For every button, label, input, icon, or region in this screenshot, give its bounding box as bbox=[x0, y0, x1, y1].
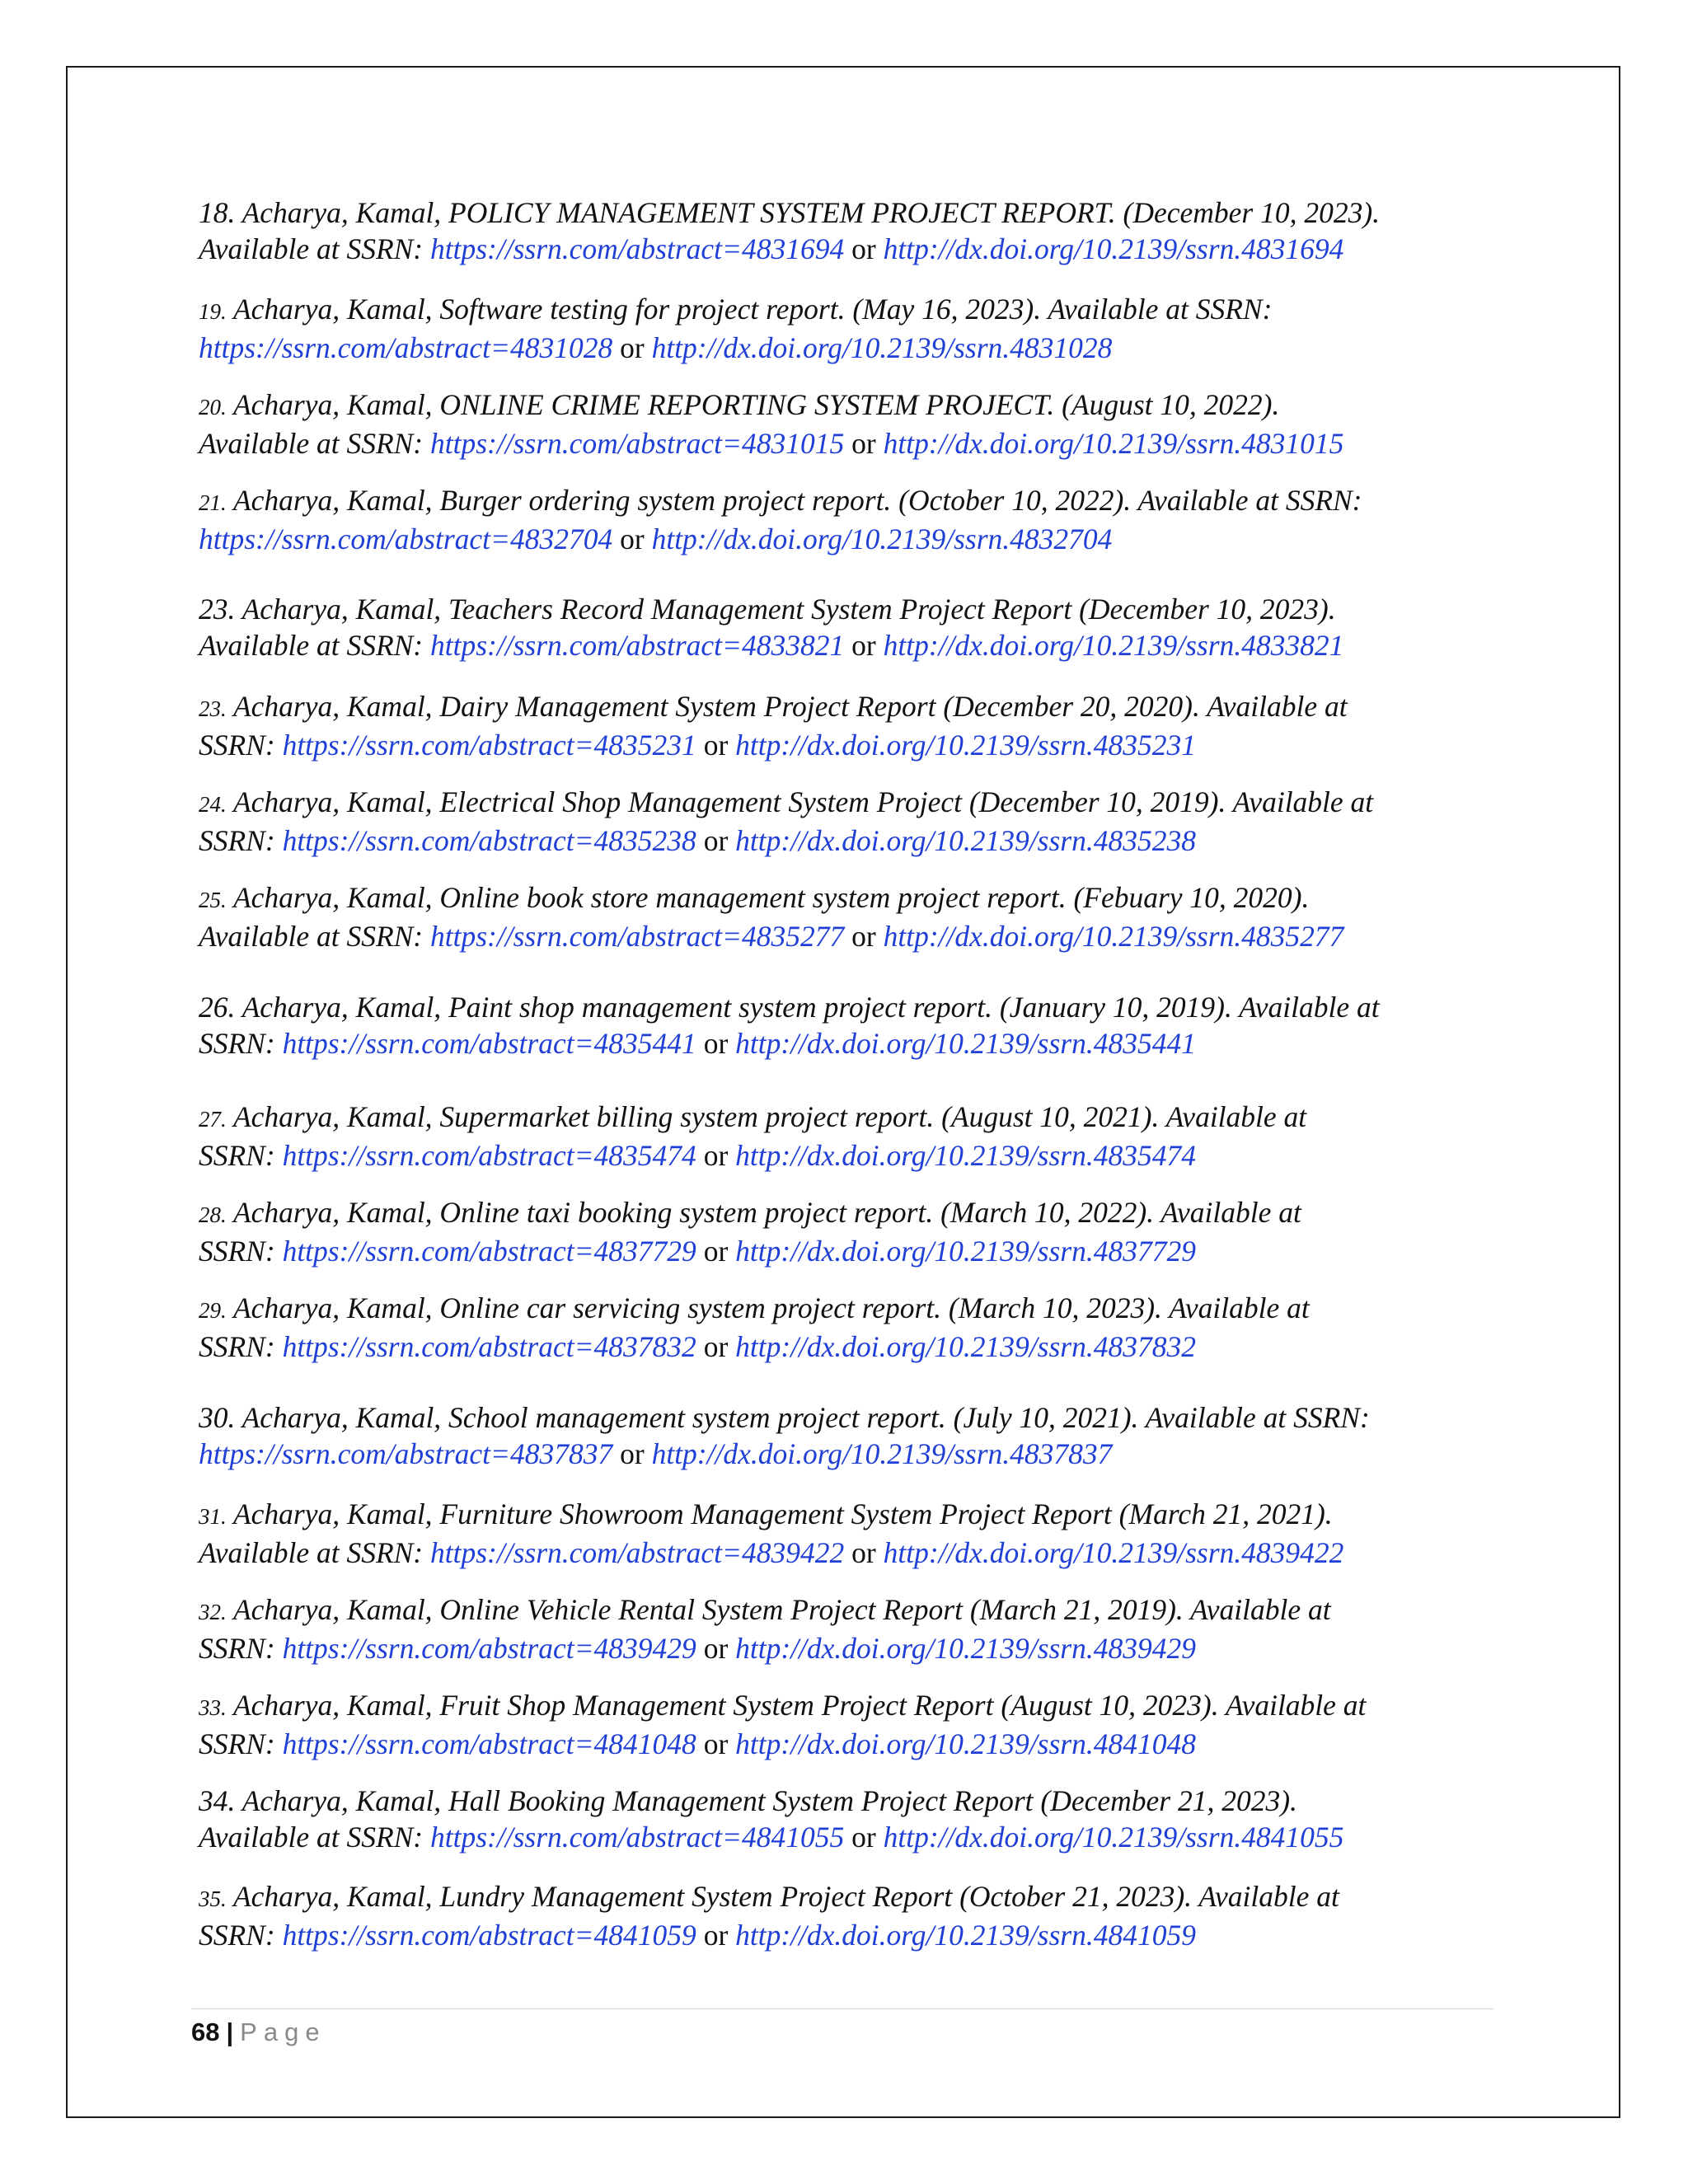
reference-line-1 bbox=[199, 591, 1501, 627]
reference-item bbox=[199, 1099, 1501, 1174]
reference-availability: SSRN: bbox=[199, 729, 283, 762]
or-separator: or bbox=[851, 427, 876, 460]
reference-availability: SSRN: bbox=[199, 1919, 283, 1952]
reference-item bbox=[199, 1194, 1501, 1269]
reference-line-1 bbox=[199, 688, 1501, 727]
doi-link[interactable]: http://dx.doi.org/10.2139/ssrn.4841055 bbox=[883, 1821, 1344, 1854]
reference-line-1 bbox=[199, 482, 1501, 521]
reference-line-2 bbox=[199, 521, 1501, 557]
reference-availability: SSRN: bbox=[199, 1727, 283, 1760]
reference-citation: Acharya, Kamal, Burger ordering system project report. (October 10, 2022). Available at SSRN: bbox=[232, 484, 1362, 517]
reference-line-1 bbox=[199, 879, 1501, 918]
reference-citation: Acharya, Kamal, School management system project report. (July 10, 2021). Available at SSRN: bbox=[241, 1401, 1370, 1434]
reference-citation: Acharya, Kamal, Lundry Management System Project Report (October 21, 2023). Available at bbox=[232, 1880, 1339, 1913]
reference-citation: Acharya, Kamal, Teachers Record Management System Project Report (December 10, 2023). bbox=[241, 593, 1336, 626]
footer-separator: | bbox=[226, 2018, 234, 2046]
or-separator: or bbox=[851, 232, 876, 265]
reference-number: 34. bbox=[199, 1784, 236, 1817]
reference-availability: SSRN: bbox=[199, 1139, 283, 1172]
doi-link[interactable]: http://dx.doi.org/10.2139/ssrn.4837832 bbox=[735, 1330, 1196, 1363]
reference-line-2 bbox=[199, 231, 1501, 267]
ssrn-link[interactable]: https://ssrn.com/abstract=4841048 bbox=[282, 1727, 696, 1760]
reference-citation: Acharya, Kamal, Online book store management system project report. (Febuary 10, 2020). bbox=[232, 881, 1310, 914]
reference-availability: Available at SSRN: bbox=[199, 232, 431, 265]
reference-line-2 bbox=[199, 1436, 1501, 1472]
reference-line-2 bbox=[199, 918, 1501, 954]
or-separator: or bbox=[851, 1821, 876, 1854]
doi-link[interactable]: http://dx.doi.org/10.2139/ssrn.4839429 bbox=[735, 1632, 1196, 1665]
reference-line-1 bbox=[199, 1290, 1501, 1329]
reference-citation: Acharya, Kamal, Online Vehicle Rental System Project Report (March 21, 2019). Available at bbox=[232, 1593, 1331, 1626]
reference-citation: Acharya, Kamal, Fruit Shop Management System Project Report (August 10, 2023). Available at bbox=[232, 1689, 1367, 1722]
reference-availability: Available at SSRN: bbox=[199, 1821, 431, 1854]
reference-line-2 bbox=[199, 627, 1501, 663]
reference-citation: Acharya, Kamal, Paint shop management system project report. (January 10, 2019). Available at bbox=[241, 991, 1380, 1024]
reference-number: 24. bbox=[199, 792, 227, 817]
or-separator: or bbox=[703, 1919, 729, 1952]
doi-link[interactable]: http://dx.doi.org/10.2139/ssrn.4837837 bbox=[651, 1437, 1113, 1470]
reference-line-1 bbox=[199, 387, 1501, 425]
reference-line-1 bbox=[199, 1194, 1501, 1233]
reference-number: 19. bbox=[199, 299, 227, 324]
or-separator: or bbox=[703, 1027, 729, 1060]
doi-link[interactable]: http://dx.doi.org/10.2139/ssrn.4832704 bbox=[651, 523, 1113, 555]
or-separator: or bbox=[703, 1139, 729, 1172]
reference-item bbox=[199, 879, 1501, 954]
reference-availability: SSRN: bbox=[199, 1632, 283, 1665]
reference-item bbox=[199, 387, 1501, 462]
reference-line-2 bbox=[199, 1329, 1501, 1365]
reference-line-1 bbox=[199, 1783, 1501, 1819]
reference-item bbox=[199, 688, 1501, 763]
page-label: Page bbox=[240, 2018, 326, 2046]
reference-line-2 bbox=[199, 330, 1501, 366]
reference-number: 18. bbox=[199, 196, 236, 229]
reference-citation: Acharya, Kamal, Hall Booking Management System Project Report (December 21, 2023). bbox=[241, 1784, 1297, 1817]
footer-rule bbox=[191, 2008, 1493, 2009]
reference-availability: Available at SSRN: bbox=[199, 1536, 431, 1569]
reference-number: 30. bbox=[199, 1401, 236, 1434]
reference-line-2 bbox=[199, 1917, 1501, 1953]
reference-line-1 bbox=[199, 1496, 1501, 1535]
or-separator: or bbox=[703, 1330, 729, 1363]
reference-item bbox=[199, 784, 1501, 859]
reference-line-2 bbox=[199, 1819, 1501, 1855]
reference-line-1 bbox=[199, 1099, 1501, 1137]
reference-availability: SSRN: bbox=[199, 1330, 283, 1363]
or-separator: or bbox=[851, 920, 876, 953]
reference-citation: Acharya, Kamal, Supermarket billing system project report. (August 10, 2021). Available at bbox=[232, 1100, 1307, 1133]
reference-line-2 bbox=[199, 1535, 1501, 1571]
ssrn-link[interactable]: https://ssrn.com/abstract=4841055 bbox=[430, 1821, 845, 1854]
doi-link[interactable]: http://dx.doi.org/10.2139/ssrn.4837729 bbox=[735, 1235, 1196, 1268]
ssrn-link[interactable]: https://ssrn.com/abstract=4839422 bbox=[430, 1536, 845, 1569]
reference-line-1 bbox=[199, 1399, 1501, 1436]
or-separator: or bbox=[620, 523, 645, 555]
ssrn-link[interactable]: https://ssrn.com/abstract=4841059 bbox=[282, 1919, 696, 1952]
reference-item bbox=[199, 194, 1501, 267]
ssrn-link[interactable]: https://ssrn.com/abstract=4835441 bbox=[282, 1027, 696, 1060]
ssrn-link[interactable]: https://ssrn.com/abstract=4835238 bbox=[282, 824, 696, 857]
reference-availability: SSRN: bbox=[199, 1027, 283, 1060]
reference-number: 27. bbox=[199, 1107, 227, 1132]
reference-line-2 bbox=[199, 727, 1501, 763]
reference-citation: Acharya, Kamal, Dairy Management System Project Report (December 20, 2020). Available at bbox=[232, 690, 1348, 723]
reference-number: 28. bbox=[199, 1202, 227, 1227]
reference-item bbox=[199, 1399, 1501, 1472]
reference-line-1 bbox=[199, 989, 1501, 1025]
doi-link[interactable]: http://dx.doi.org/10.2139/ssrn.4841059 bbox=[735, 1919, 1196, 1952]
or-separator: or bbox=[703, 729, 729, 762]
or-separator: or bbox=[851, 1536, 876, 1569]
ssrn-link[interactable]: https://ssrn.com/abstract=4835231 bbox=[282, 729, 696, 762]
doi-link[interactable]: http://dx.doi.org/10.2139/ssrn.4835238 bbox=[735, 824, 1196, 857]
reference-line-2 bbox=[199, 1137, 1501, 1174]
reference-line-2 bbox=[199, 823, 1501, 859]
reference-citation: Acharya, Kamal, Furniture Showroom Management System Project Report (March 21, 2021). bbox=[232, 1497, 1333, 1530]
reference-number: 35. bbox=[199, 1886, 227, 1911]
doi-link[interactable]: http://dx.doi.org/10.2139/ssrn.4835277 bbox=[883, 920, 1344, 953]
reference-line-1 bbox=[199, 1591, 1501, 1630]
page-number: 68 bbox=[191, 2018, 220, 2046]
doi-link[interactable]: http://dx.doi.org/10.2139/ssrn.4841048 bbox=[735, 1727, 1196, 1760]
reference-line-1 bbox=[199, 291, 1501, 330]
ssrn-link[interactable]: https://ssrn.com/abstract=4837832 bbox=[282, 1330, 696, 1363]
reference-availability: SSRN: bbox=[199, 1235, 283, 1268]
reference-item bbox=[199, 591, 1501, 663]
reference-line-2 bbox=[199, 1630, 1501, 1666]
reference-item bbox=[199, 1687, 1501, 1762]
reference-line-2 bbox=[199, 425, 1501, 462]
or-separator: or bbox=[620, 1437, 645, 1470]
reference-number: 29. bbox=[199, 1298, 227, 1323]
or-separator: or bbox=[851, 629, 876, 662]
reference-number: 23. bbox=[199, 696, 227, 721]
reference-availability: Available at SSRN: bbox=[199, 629, 431, 662]
reference-line-2 bbox=[199, 1025, 1501, 1062]
ssrn-link[interactable]: https://ssrn.com/abstract=4831015 bbox=[430, 427, 845, 460]
reference-item bbox=[199, 1783, 1501, 1855]
reference-citation: Acharya, Kamal, Online taxi booking system project report. (March 10, 2022). Available at bbox=[232, 1196, 1301, 1229]
reference-line-2 bbox=[199, 1233, 1501, 1269]
reference-citation: Acharya, Kamal, Electrical Shop Management System Project (December 10, 2019). Available at bbox=[232, 785, 1374, 818]
doi-link[interactable]: http://dx.doi.org/10.2139/ssrn.4831028 bbox=[651, 331, 1113, 364]
reference-number: 32. bbox=[199, 1600, 227, 1624]
reference-item bbox=[199, 989, 1501, 1062]
ssrn-link[interactable]: https://ssrn.com/abstract=4839429 bbox=[282, 1632, 696, 1665]
or-separator: or bbox=[703, 1727, 729, 1760]
reference-item bbox=[199, 291, 1501, 366]
reference-number: 21. bbox=[199, 490, 227, 515]
reference-line-1 bbox=[199, 1687, 1501, 1726]
ssrn-link[interactable]: https://ssrn.com/abstract=4832704 bbox=[199, 523, 613, 555]
doi-link[interactable]: http://dx.doi.org/10.2139/ssrn.4835474 bbox=[735, 1139, 1196, 1172]
reference-citation: Acharya, Kamal, Online car servicing system project report. (March 10, 2023). Available at bbox=[232, 1291, 1310, 1324]
ssrn-link[interactable]: https://ssrn.com/abstract=4833821 bbox=[430, 629, 845, 662]
ssrn-link[interactable]: https://ssrn.com/abstract=4837729 bbox=[282, 1235, 696, 1268]
reference-item bbox=[199, 1591, 1501, 1666]
doi-link[interactable]: http://dx.doi.org/10.2139/ssrn.4831015 bbox=[883, 427, 1344, 460]
reference-availability: Available at SSRN: bbox=[199, 427, 431, 460]
doi-link[interactable]: http://dx.doi.org/10.2139/ssrn.4839422 bbox=[883, 1536, 1344, 1569]
reference-item bbox=[199, 1290, 1501, 1365]
ssrn-link[interactable]: https://ssrn.com/abstract=4835474 bbox=[282, 1139, 696, 1172]
doi-link[interactable]: http://dx.doi.org/10.2139/ssrn.4835231 bbox=[735, 729, 1196, 762]
reference-citation: Acharya, Kamal, ONLINE CRIME REPORTING SYSTEM PROJECT. (August 10, 2022). bbox=[232, 388, 1280, 421]
or-separator: or bbox=[703, 1235, 729, 1268]
reference-availability: Available at SSRN: bbox=[199, 920, 431, 953]
or-separator: or bbox=[620, 331, 645, 364]
doi-link[interactable]: http://dx.doi.org/10.2139/ssrn.4833821 bbox=[883, 629, 1344, 662]
reference-line-1 bbox=[199, 1878, 1501, 1917]
ssrn-link[interactable]: https://ssrn.com/abstract=4837837 bbox=[199, 1437, 613, 1470]
reference-number: 20. bbox=[199, 395, 227, 419]
doi-link[interactable]: http://dx.doi.org/10.2139/ssrn.4835441 bbox=[735, 1027, 1196, 1060]
reference-number: 23. bbox=[199, 593, 236, 626]
reference-item bbox=[199, 482, 1501, 557]
ssrn-link[interactable]: https://ssrn.com/abstract=4831694 bbox=[430, 232, 845, 265]
or-separator: or bbox=[703, 824, 729, 857]
reference-line-1 bbox=[199, 194, 1501, 231]
reference-number: 31. bbox=[199, 1504, 227, 1529]
ssrn-link[interactable]: https://ssrn.com/abstract=4831028 bbox=[199, 331, 613, 364]
ssrn-link[interactable]: https://ssrn.com/abstract=4835277 bbox=[430, 920, 845, 953]
reference-number: 26. bbox=[199, 991, 236, 1024]
reference-number: 25. bbox=[199, 888, 227, 912]
reference-citation: Acharya, Kamal, POLICY MANAGEMENT SYSTEM PROJECT REPORT. (December 10, 2023). bbox=[241, 196, 1381, 229]
reference-item bbox=[199, 1496, 1501, 1571]
or-separator: or bbox=[703, 1632, 729, 1665]
reference-citation: Acharya, Kamal, Software testing for project report. (May 16, 2023). Available at SSRN: bbox=[232, 293, 1273, 326]
reference-line-1 bbox=[199, 784, 1501, 823]
page-footer bbox=[191, 2014, 326, 2050]
doi-link[interactable]: http://dx.doi.org/10.2139/ssrn.4831694 bbox=[883, 232, 1344, 265]
reference-item bbox=[199, 1878, 1501, 1953]
reference-number: 33. bbox=[199, 1695, 227, 1720]
reference-availability: SSRN: bbox=[199, 824, 283, 857]
reference-line-2 bbox=[199, 1726, 1501, 1762]
